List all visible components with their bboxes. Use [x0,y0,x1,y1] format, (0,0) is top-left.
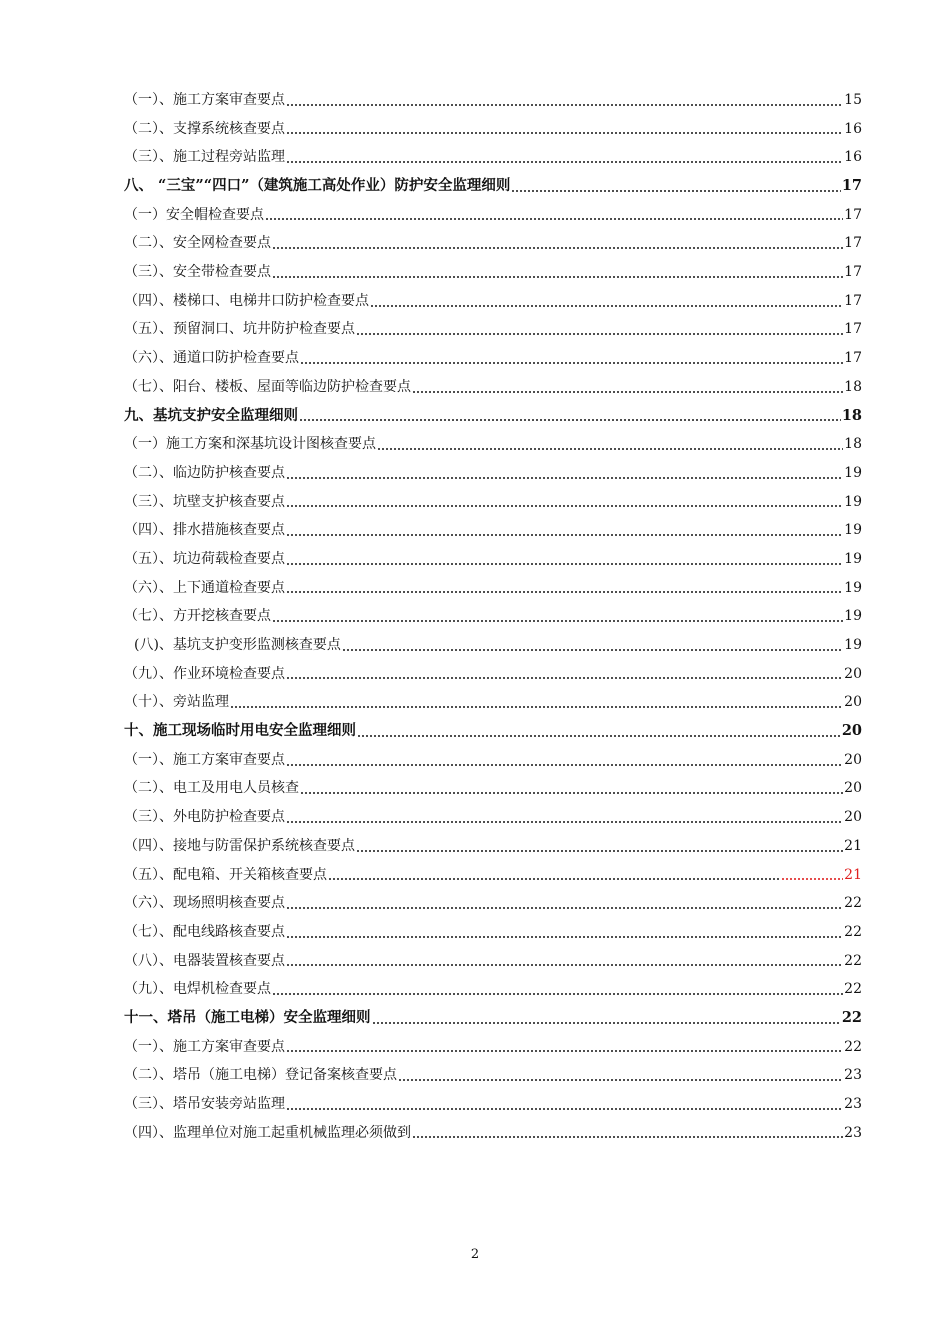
toc-entry-label: （四）、接地与防雷保护系统核查要点 [124,837,355,854]
toc-entry[interactable] [124,1061,862,1090]
toc-section-heading[interactable] [124,717,862,746]
toc-entry-page-number: 19 [844,550,862,567]
toc-entry-label: （一）安全帽检查要点 [124,206,264,223]
toc-entry-page-number: 19 [844,464,862,481]
toc-entry-label: （三）、坑壁支护核查要点 [124,493,285,510]
dot-leader [300,362,843,364]
dot-leader [357,735,841,737]
toc-entry[interactable] [124,918,862,947]
toc-entry-page-number: 20 [844,780,862,797]
toc-entry-page-number: 17 [844,292,862,309]
toc-section-heading[interactable] [124,172,862,201]
toc-entry-label: （八）、电器装置核查要点 [124,952,285,969]
dot-leader [286,161,843,163]
dot-leader [286,764,843,766]
toc-entry-label: （三）、外电防护检查要点 [124,809,285,826]
toc-entry-page-number: 22 [844,1038,862,1055]
toc-entry-label: （五）、预留洞口、坑井防护检查要点 [124,321,355,338]
toc-entry-label: （九）、作业环境检查要点 [124,665,285,682]
dot-leader [286,1050,843,1052]
toc-entry-label: （二）、电工及用电人员核查 [124,780,299,797]
toc-section-heading[interactable] [124,402,862,431]
toc-entry-label: （二）、塔吊（施工电梯）登记备案核查要点 [124,1067,397,1084]
toc-entry[interactable] [124,775,862,804]
toc-entry[interactable] [124,1033,862,1062]
toc-entry[interactable] [124,545,862,574]
dot-leader [286,591,843,593]
dot-leader [286,477,843,479]
toc-entry-label: 十一、塔吊（施工电梯）安全监理细则 [124,1008,371,1026]
dot-leader [342,649,843,651]
toc-entry[interactable] [124,832,862,861]
toc-entry-label: （九）、电焊机检查要点 [124,981,271,998]
dot-leader [372,1022,841,1024]
toc-entry-page-number: 22 [841,1008,862,1026]
toc-entry[interactable] [124,201,862,230]
toc-entry-page-number: 16 [844,149,862,166]
dot-leader [377,448,843,450]
toc-entry-label: （二）、支撑系统核查要点 [124,120,285,137]
dot-leader [300,792,843,794]
dot-leader [265,218,843,220]
toc-entry-page-number: 17 [844,264,862,281]
toc-entry[interactable] [124,688,862,717]
toc-entry-label: （二）、安全网检查要点 [124,235,271,252]
toc-entry-label: （三）、安全带检查要点 [124,264,271,281]
toc-entry[interactable] [124,115,862,144]
dot-leader [286,1108,843,1110]
toc-entry-label: （十）、旁站监理 [124,694,229,711]
toc-entry-label: 九、基坑支护安全监理细则 [124,406,298,424]
toc-entry[interactable] [124,143,862,172]
toc-entry-label: （三）、施工过程旁站监理 [124,149,285,166]
dot-leader [272,247,843,249]
toc-entry-label: 十、施工现场临时用电安全监理细则 [124,722,356,740]
toc-entry[interactable] [124,516,862,545]
toc-entry[interactable] [124,316,862,345]
dot-leader [286,677,843,679]
dot-leader [230,706,843,708]
toc-entry-label: （二）、临边防护核查要点 [124,464,285,481]
dot-leader [370,305,843,307]
toc-entry[interactable] [124,287,862,316]
dot-leader [272,276,843,278]
dot-leader [356,333,843,335]
toc-entry-label: （七）、配电线路核查要点 [124,923,285,940]
toc-entry-label: （七）、阳台、楼板、屋面等临边防护检查要点 [124,378,411,395]
toc-entry-page-number: 19 [844,637,862,654]
dot-leader [286,936,843,938]
toc-entry-page-number: 17 [844,350,862,367]
toc-entry-label: （一）、施工方案审查要点 [124,1038,285,1055]
dot-leader [356,850,843,852]
toc-entry-label: (八)、基坑支护变形监测核查要点 [134,637,341,654]
toc-entry-page-number: 22 [844,981,862,998]
toc-entry-page-number: 18 [841,406,862,424]
toc-entry-page-number: 20 [841,722,862,740]
dot-leader [286,534,843,536]
toc-entry[interactable] [124,459,862,488]
toc-entry-label: （一）施工方案和深基坑设计图核查要点 [124,436,376,453]
toc-entry-label: 八、 “三宝”“四口”（建筑施工高处作业）防护安全监理细则 [124,177,511,195]
toc-entry[interactable] [124,430,862,459]
toc-entry-label: （四）、楼梯口、电梯井口防护检查要点 [124,292,369,309]
toc-entry[interactable] [124,975,862,1004]
toc-entry-label: （三）、塔吊安装旁站监理 [124,1096,285,1113]
toc-entry-label: （六）、上下通道检查要点 [124,579,285,596]
toc-entry-page-number: 17 [844,206,862,223]
dot-leader [286,907,843,909]
dot-leader [286,132,843,134]
toc-entry[interactable] [124,373,862,402]
toc-entry-page-number: 23 [844,1096,862,1113]
toc-entry-page-number: 17 [841,177,862,195]
toc-entry-page-number: 19 [844,579,862,596]
dot-leader [286,563,843,565]
toc-entry-page-number: 17 [844,235,862,252]
table-of-contents [124,86,862,1147]
toc-entry-label: （四）、监理单位对施工起重机械监理必须做到 [124,1124,411,1141]
toc-entry[interactable] [124,602,862,631]
toc-entry-label: （六）、通道口防护检查要点 [124,350,299,367]
toc-entry[interactable] [124,344,862,373]
toc-entry[interactable] [124,1090,862,1119]
dot-leader [286,505,843,507]
toc-entry[interactable] [124,861,862,890]
dot-leader [286,964,843,966]
toc-entry-page-number: 21 [844,837,862,854]
toc-entry-label: （五）、配电箱、开关箱核查要点 [124,866,327,883]
toc-entry-page-number: 15 [844,91,862,108]
toc-entry[interactable] [124,258,862,287]
toc-entry[interactable] [124,86,862,115]
dot-leader [299,419,841,421]
toc-entry-label: （一）、施工方案审查要点 [124,91,285,108]
toc-entry-label: （七）、方开挖核查要点 [124,608,271,625]
toc-entry-page-number: 19 [844,493,862,510]
toc-entry-page-number: 23 [844,1067,862,1084]
toc-entry-page-number: 17 [844,321,862,338]
toc-entry-page-number: 20 [844,751,862,768]
toc-section-heading[interactable] [124,1004,862,1033]
page-number: 2 [470,1247,480,1262]
dot-leader [286,104,843,106]
toc-entry-page-number: 20 [844,809,862,826]
toc-entry[interactable] [124,631,862,660]
dot-leader [328,878,843,880]
toc-entry-page-number: 20 [844,694,862,711]
toc-entry-label: （六）、现场照明核查要点 [124,895,285,912]
dot-leader [412,391,843,393]
dot-leader [286,821,843,823]
toc-entry[interactable] [124,1119,862,1148]
dot-leader [272,993,843,995]
toc-entry-label: （五）、坑边荷载检查要点 [124,550,285,567]
toc-entry[interactable] [124,803,862,832]
dot-leader [398,1079,843,1081]
toc-entry[interactable] [124,947,862,976]
toc-entry[interactable] [124,488,862,517]
toc-entry[interactable] [124,574,862,603]
dot-leader [412,1136,843,1138]
toc-entry-page-number: 18 [844,378,862,395]
toc-entry[interactable] [124,746,862,775]
toc-entry-page-number: 23 [844,1124,862,1141]
toc-entry-label: （一）、施工方案审查要点 [124,751,285,768]
toc-entry[interactable] [124,660,862,689]
toc-entry-label: （四）、排水措施核查要点 [124,522,285,539]
dot-leader [511,190,840,192]
toc-entry-page-number: 21 [844,866,862,883]
dot-leader [272,620,843,622]
toc-entry[interactable] [124,889,862,918]
toc-entry-page-number: 16 [844,120,862,137]
toc-entry-page-number: 22 [844,952,862,969]
toc-entry[interactable] [124,229,862,258]
toc-entry-page-number: 22 [844,895,862,912]
toc-entry-page-number: 20 [844,665,862,682]
toc-entry-page-number: 22 [844,923,862,940]
toc-entry-page-number: 18 [844,436,862,453]
toc-entry-page-number: 19 [844,608,862,625]
toc-entry-page-number: 19 [844,522,862,539]
